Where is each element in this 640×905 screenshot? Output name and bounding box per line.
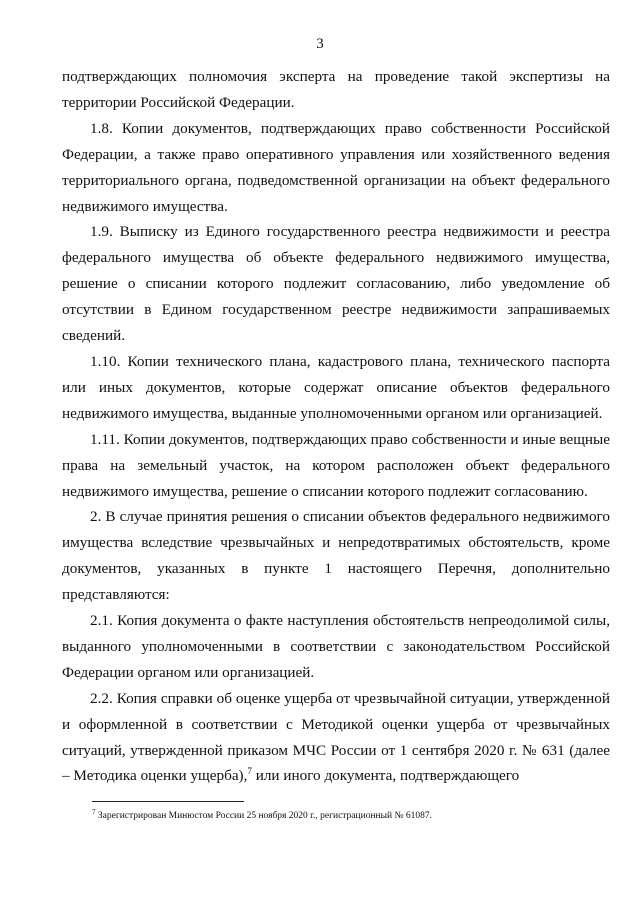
footnote-text: Зарегистрирован Минюстом России 25 ноября 2020 г., регистрационный № 61087. xyxy=(95,811,433,821)
paragraph-1-8: 1.8. Копии документов, подтверждающих право собственности Российской Федерации, а также право оперативного управления или хозяйственного ведения территориального органа, подведомственной организации на объект федерального недвижимого имущества. xyxy=(62,119,610,215)
document-body xyxy=(62,64,610,789)
paragraph-1-10: 1.10. Копии технического плана, кадастрового плана, технического паспорта или иных документов, которые содержат описание объектов федерального недвижимого имущества, выданные уполномоченными органом или организацией. xyxy=(62,352,610,422)
paragraph-continuation: подтверждающих полномочия эксперта на проведение такой экспертизы на территории Российской Федерации. xyxy=(62,68,610,111)
footnote-reference[interactable]: 7 xyxy=(247,766,252,777)
paragraph-2: 2. В случае принятия решения о списании объектов федерального недвижимого имущества вследствие чрезвычайных и непредотвратимых обстоятельств, кроме документов, указанных в пункте 1 настоящего Перечня, дополнительно представляются: xyxy=(62,508,610,604)
paragraph-2-2-text: 2.2. Копия справки об оценке ущерба от чрезвычайной ситуации, утвержденной и оформленной в соответствии с Методикой оценки ущерба от чрезвычайных ситуаций, утвержденной приказом МЧС России от 1 сентября 2020 г. № 631 (далее – Методика оценки ущерба), xyxy=(62,689,610,785)
footnote-marker: 7 xyxy=(92,807,96,816)
page-number: 3 xyxy=(316,36,324,52)
paragraph-2-2 xyxy=(62,686,610,790)
paragraph-2-1: 2.1. Копия документа о факте наступления обстоятельств непреодолимой силы, выданного уполномоченными в соответствии с законодательством Российской Федерации органом или организацией. xyxy=(62,612,610,681)
footnote xyxy=(92,807,612,822)
footnote-separator xyxy=(92,801,244,802)
paragraph-1-9: 1.9. Выписку из Единого государственного реестра недвижимости и реестра федерального имущества об объекте федерального недвижимого имущества, решение о списании которого подлежит согласованию, либо уведомление об отсутствии в Едином государственном реестре недвижимости запрашиваемых сведений. xyxy=(62,223,610,345)
paragraph-2-2-text-end: или иного документа, подтверждающего xyxy=(251,767,520,785)
paragraph-1-11: 1.11. Копии документов, подтверждающих право собственности и иные вещные права на земельный участок, на котором расположен объект федерального недвижимого имущества, решение о списании которого подлежит согласованию. xyxy=(62,430,610,500)
